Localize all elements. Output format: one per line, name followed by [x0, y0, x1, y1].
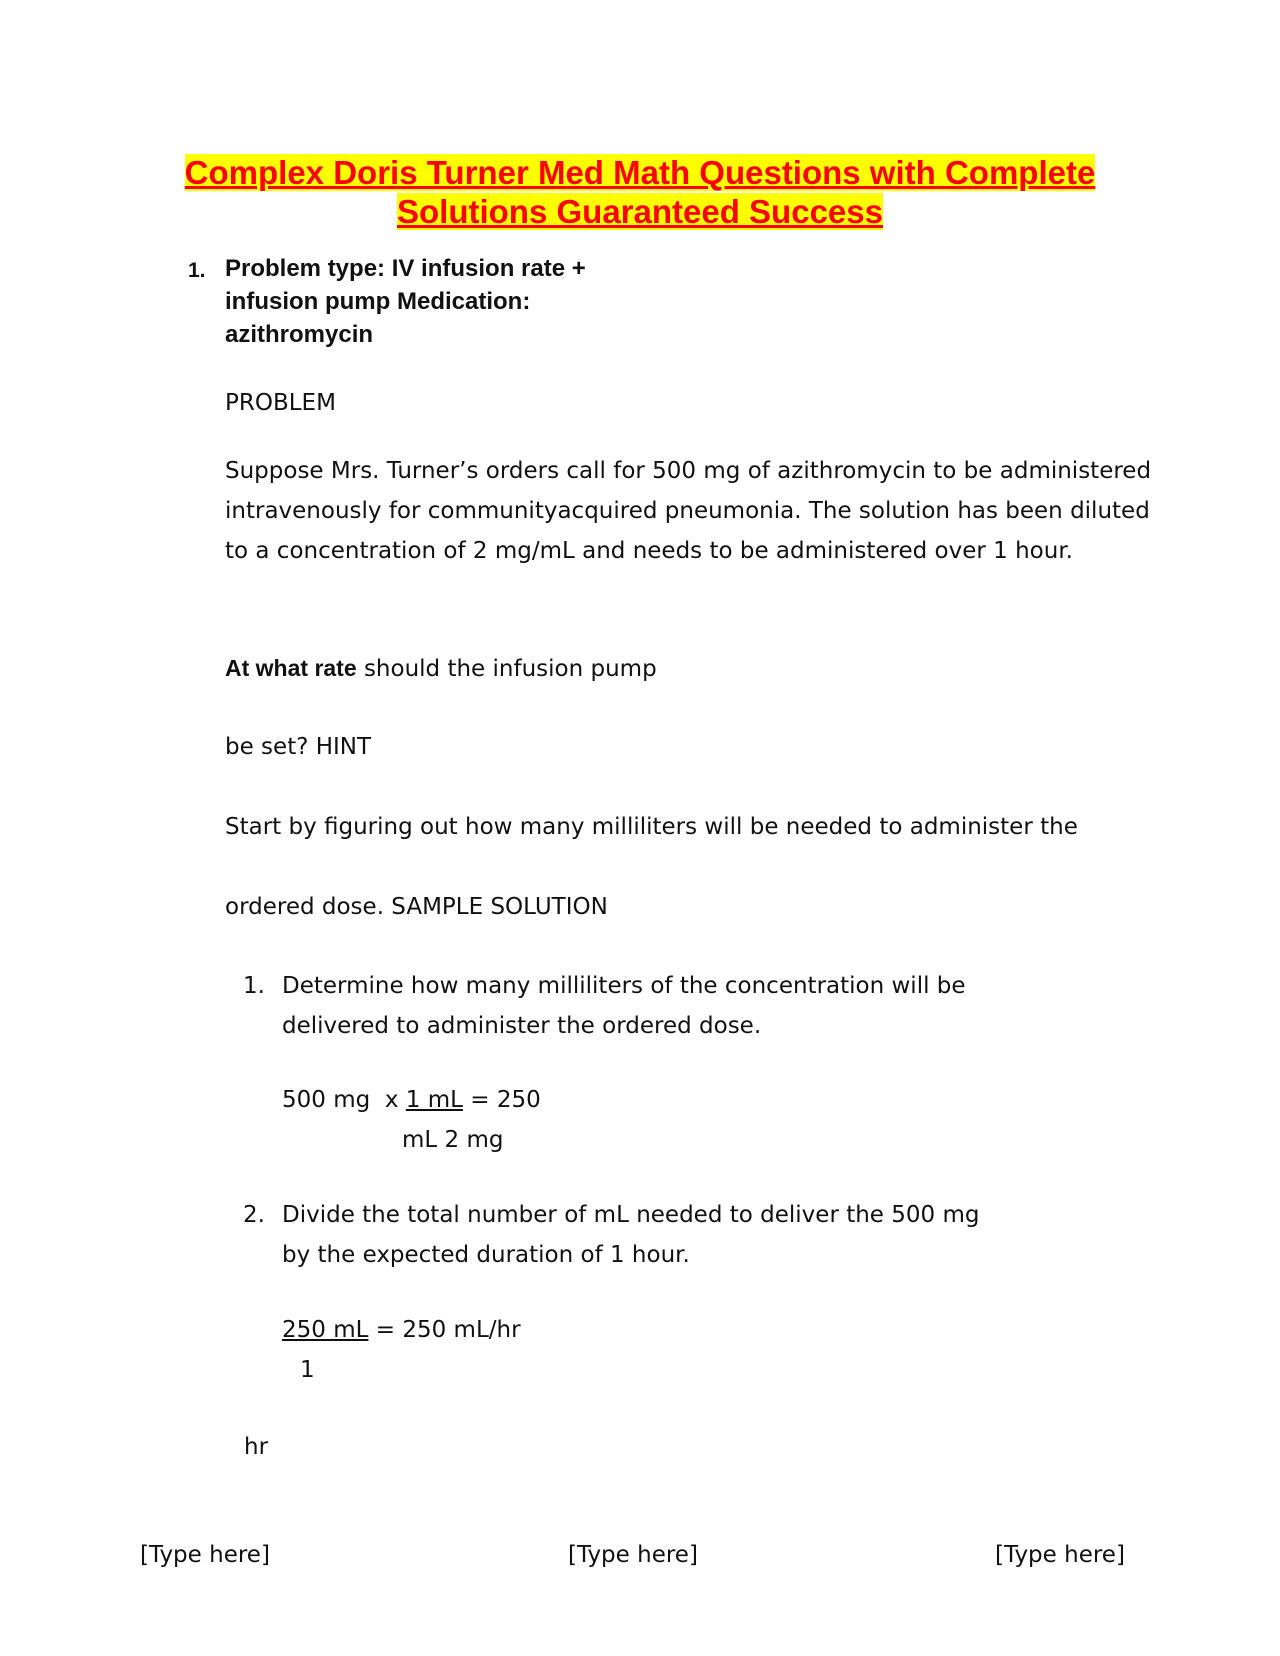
question-ask-line2: be set? HINT — [225, 734, 372, 760]
heading-line: Problem type: IV infusion rate + — [225, 255, 586, 282]
hint-text-2: ordered dose. SAMPLE SOLUTION — [225, 894, 608, 920]
equation-numerator: 1 mL — [405, 1087, 463, 1113]
title-line-2: Solutions Guaranteed Success — [397, 193, 883, 230]
footer-right: [Type here] — [995, 1542, 1125, 1568]
problem-text: Suppose Mrs. Turner’s orders call for 500 mg of azithromycin to be administered intravenously for communityacquired pneumonia. The solution has been diluted to a concentration of 2 mg/mL and needs to be administered over 1 hour. — [225, 458, 1152, 564]
step-text: Determine how many milliliters of the concentration will be delivered to administer the ordered dose. — [282, 973, 966, 1039]
step-equation-unit: hr — [244, 1434, 269, 1460]
document-title — [120, 153, 1160, 231]
step-number: 1. — [243, 973, 265, 999]
question-heading — [225, 252, 645, 351]
question-ask-bold: At what rate — [225, 655, 357, 681]
equation-numerator: 250 mL — [282, 1317, 369, 1343]
step-number: 2. — [243, 1202, 265, 1228]
problem-label: PROBLEM — [225, 390, 336, 416]
step-equation — [282, 1080, 541, 1120]
step-equation-denominator: 1 — [300, 1357, 315, 1383]
hint-text: Start by figuring out how many milliliters will be needed to administer the — [225, 814, 1078, 840]
step-equation-line2: mL 2 mg — [402, 1127, 504, 1153]
equation-part: = 250 mL/hr — [368, 1317, 521, 1343]
heading-line: azithromycin — [225, 321, 374, 348]
footer-center: [Type here] — [568, 1542, 698, 1568]
question-ask — [225, 648, 657, 689]
equation-part: 500 mg x — [282, 1087, 406, 1113]
question-ask-rest: should the infusion pump — [356, 656, 657, 682]
equation-part: = 250 — [462, 1087, 541, 1113]
step-text: Divide the total number of mL needed to deliver the 500 mg by the expected duration of 1 hour. — [282, 1202, 980, 1268]
question-number: 1. — [188, 259, 206, 282]
title-line-1: Complex Doris Turner Med Math Questions with Complete — [184, 154, 1096, 191]
heading-line: infusion pump Medication: — [225, 288, 531, 315]
footer-left: [Type here] — [140, 1542, 270, 1568]
step-equation — [282, 1310, 521, 1350]
